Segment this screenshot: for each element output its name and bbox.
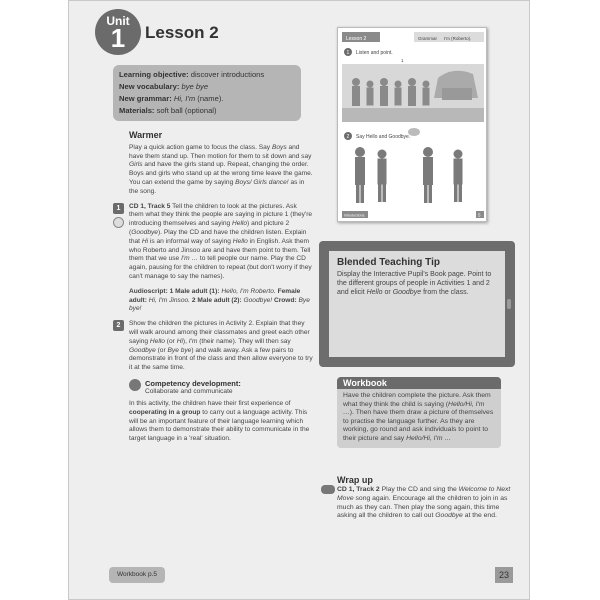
thumb-lesson-tab: Lesson 2: [346, 36, 367, 42]
unit-badge: [95, 9, 141, 55]
page-number: 23: [495, 567, 513, 583]
wrap-up-text: CD 1, Track 2 Play the CD and sing the Welcome to Next Move song again. Encourage all the children to join in as much as they can. Then play the song again, this time asking all the children to call out Goodbye at the end.: [337, 486, 511, 520]
thumbnail-illustration: [338, 28, 487, 222]
wrap-up-section: [321, 475, 511, 521]
step-1: [113, 203, 313, 315]
competency-icon: [129, 379, 141, 391]
warmer-text: Play a quick action game to focus the class. Say Boys and have them stand up. Then motion for them to sit down and say Girls and have the girls stand up. Repeat, changing the order. Boys and girls who stand up at the wrong time leave the game. You can extend the game by saying Boys/ Girls dance! as in the song.: [129, 143, 313, 195]
thumb-activity-1-track: 1: [401, 58, 404, 63]
thumb-footer-label: introductions: [344, 213, 365, 218]
thumb-activity-2-num: 2: [346, 134, 350, 140]
unit-number: 1: [110, 23, 126, 53]
workbook-box: [337, 377, 501, 448]
competency-title: Competency development:: [145, 378, 241, 388]
competency-text: In this activity, the children have their first experience of cooperating in a group to carry out a language activity. This will be an important feature of their language learning which allows them to demonstrate their ability to communicate in the target language in a 'real' situation.: [129, 399, 310, 443]
step-2: [113, 320, 313, 373]
step-1-text: CD 1, Track 5 Tell the children to look at the pictures. Ask them what they think the people are saying in picture 1 (they're introducing themselves and saying Hello) and picture 2 (Goodbye). Play the CD and have the children listen. Explain that Hi is an informal way of saying Hello in English. Ask them who Roberto and Jinsoo are and have them point to them. Tell them that we use I'm … to tell people our name. Play the CD again, pausing for the children to repeat (but don't worry if they can't manage to say the names).: [129, 202, 313, 280]
lesson-title: Lesson 2: [145, 23, 219, 42]
tablet-home-button: [507, 299, 511, 309]
warmer-heading: Warmer: [129, 130, 163, 140]
competency-heading: [129, 379, 313, 396]
objective-materials: Materials: soft ball (optional): [119, 106, 217, 115]
objective-learning: Learning objective: discover introductions: [119, 70, 265, 79]
objective-grammar: New grammar: Hi, I'm (name).: [119, 94, 224, 103]
thumb-activity-1-num: 1: [346, 50, 350, 56]
thumb-activity-1-title: Listen and point.: [356, 50, 393, 56]
workbook-page-reference: Workbook p.5: [109, 567, 165, 583]
workbook-heading: Workbook: [337, 377, 501, 389]
left-column: [113, 131, 313, 450]
workbook-text: Have the children complete the picture. Ask them what they think the child is saying (Hello/Hi, I'm …). Then have them draw a picture of themselves to practise the language further. As they are working, go round and ask individuals to point to their picture and say Hello/Hi, I'm …: [343, 392, 494, 442]
tip-title: Blended Teaching Tip: [337, 257, 440, 268]
thumb-activity-2-title: Say Hello and Goodbye.: [356, 134, 411, 140]
textbook-page: [68, 0, 530, 600]
step-number-1: 1: [113, 203, 124, 214]
step-number-2: 2: [113, 320, 124, 331]
thumb-grammar-example: I'm (Roberto).: [444, 36, 472, 41]
objectives-box: [113, 65, 301, 121]
competency-subtitle: Collaborate and communicate: [145, 387, 233, 395]
objective-vocabulary: New vocabulary: bye bye: [119, 82, 209, 91]
tip-text: Display the Interactive Pupil's Book page. Point to the different groups of people in Activities 1 and 2 and elicit Hello or Goodbye from the class.: [337, 271, 492, 296]
wrap-up-icon: [321, 485, 335, 494]
thumb-page-number: 5: [478, 212, 481, 218]
thumb-grammar-label: Grammar: [418, 36, 437, 41]
audioscript: Audioscript: 1 Male adult (1): Hello, I'm Roberto. Female adult: Hi, I'm Jinsoo. 2 Male adult (2): Goodbye! Crowd: Bye bye!: [129, 287, 310, 313]
step-2-text: Show the children the pictures in Activity 2. Explain that they will walk around among their classmates and greet each other saying Hello (or Hi), I'm (their name). They will then say Goodbye (or Bye bye) and walk away. Ask a few pairs to demonstrate in front of the class and then allow everyone to try it at the same time.: [129, 320, 313, 372]
unit-word: Unit: [106, 14, 130, 28]
tablet-frame: [319, 241, 515, 367]
wrap-up-heading: Wrap up: [337, 475, 373, 485]
pupil-book-thumbnail: [337, 27, 487, 222]
cd-icon: [113, 217, 124, 228]
blended-teaching-tip: [329, 251, 505, 357]
